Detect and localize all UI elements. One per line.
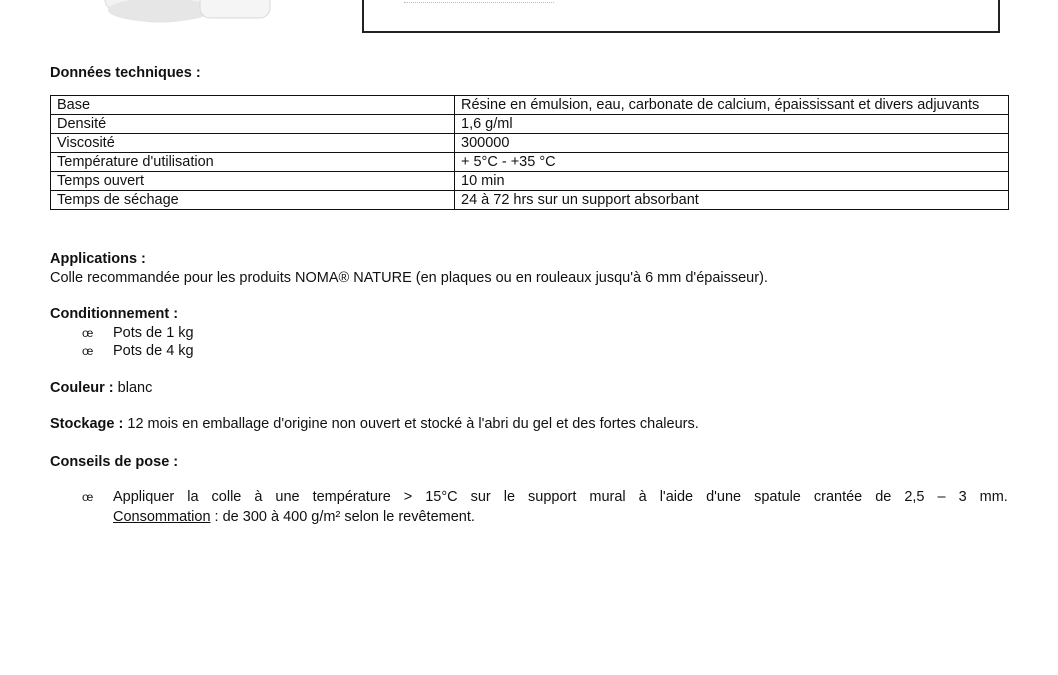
table-cell-value: 24 à 72 hrs sur un support absorbant — [455, 191, 1009, 210]
word: 2,5 — [904, 489, 925, 505]
conseil-text-line-2 — [113, 508, 475, 526]
product-photo — [100, 0, 280, 25]
table-cell-label: Temps de séchage — [51, 191, 455, 210]
list-item-label: Pots de 1 kg — [113, 325, 194, 341]
table-row — [51, 153, 1009, 172]
word: 3 — [958, 489, 967, 505]
conseils-heading: Conseils de pose : — [50, 454, 179, 470]
consommation-text: : de 300 à 400 g/m² selon le revêtement. — [210, 509, 475, 525]
word: sur — [470, 489, 491, 505]
word: à — [254, 489, 263, 505]
table-cell-label: Base — [51, 96, 455, 115]
table-row — [51, 172, 1009, 191]
word: l'aide — [659, 489, 694, 505]
conseil-text-line-1 — [113, 488, 1008, 506]
faded-text-line — [404, 0, 554, 3]
table-cell-label: Température d'utilisation — [51, 153, 455, 172]
word: mm. — [979, 489, 1008, 505]
word: support — [528, 489, 577, 505]
table-row — [51, 134, 1009, 153]
bullet-icon: œ — [82, 490, 94, 504]
tech-data-table — [50, 95, 1009, 210]
bullet-icon: œ — [82, 326, 94, 340]
list-item — [82, 324, 194, 342]
word: Appliquer — [113, 489, 175, 505]
word: de — [875, 489, 892, 505]
table-row — [51, 191, 1009, 210]
word: > — [403, 489, 413, 505]
table-row — [51, 96, 1009, 115]
list-item-label: Pots de 4 kg — [113, 343, 194, 359]
word: le — [503, 489, 516, 505]
word: colle — [211, 489, 242, 505]
word: température — [312, 489, 391, 505]
table-cell-label: Temps ouvert — [51, 172, 455, 191]
tech-data-heading: Données techniques : — [50, 65, 201, 81]
word: spatule — [754, 489, 801, 505]
couleur-heading: Couleur : — [50, 380, 114, 396]
word: d'une — [706, 489, 742, 505]
stockage-line — [50, 415, 699, 433]
bullet-icon: œ — [82, 344, 94, 358]
stockage-heading: Stockage : — [50, 416, 124, 432]
list-item — [82, 342, 194, 360]
word: une — [275, 489, 300, 505]
table-cell-label: Densité — [51, 115, 455, 134]
table-row — [51, 115, 1009, 134]
word: crantée — [813, 489, 863, 505]
table-cell-label: Viscosité — [51, 134, 455, 153]
consommation-label: Consommation — [113, 509, 211, 525]
applications-heading: Applications : — [50, 251, 146, 267]
word: – — [937, 489, 946, 505]
stockage-value: 12 mois en emballage d'origine non ouvert et stocké à l'abri du gel et des fortes chaleurs. — [127, 416, 699, 432]
table-cell-value: 300000 — [455, 134, 1009, 153]
table-cell-value: 10 min — [455, 172, 1009, 191]
word: la — [187, 489, 199, 505]
couleur-value: blanc — [117, 380, 153, 396]
product-info-box — [362, 0, 1000, 33]
table-cell-value: Résine en émulsion, eau, carbonate de calcium, épaississant et divers adjuvants — [455, 96, 1009, 115]
applications-text: Colle recommandée pour les produits NOMA® NATURE (en plaques ou en rouleaux jusqu'à 6 mm d'épaisseur). — [50, 270, 768, 286]
conditionnement-heading: Conditionnement : — [50, 306, 179, 322]
word: à — [638, 489, 647, 505]
word: 15°C — [425, 489, 458, 505]
couleur-line — [50, 379, 152, 397]
table-cell-value: 1,6 g/ml — [455, 115, 1009, 134]
table-cell-value: + 5°C - +35 °C — [455, 153, 1009, 172]
word: mural — [589, 489, 626, 505]
